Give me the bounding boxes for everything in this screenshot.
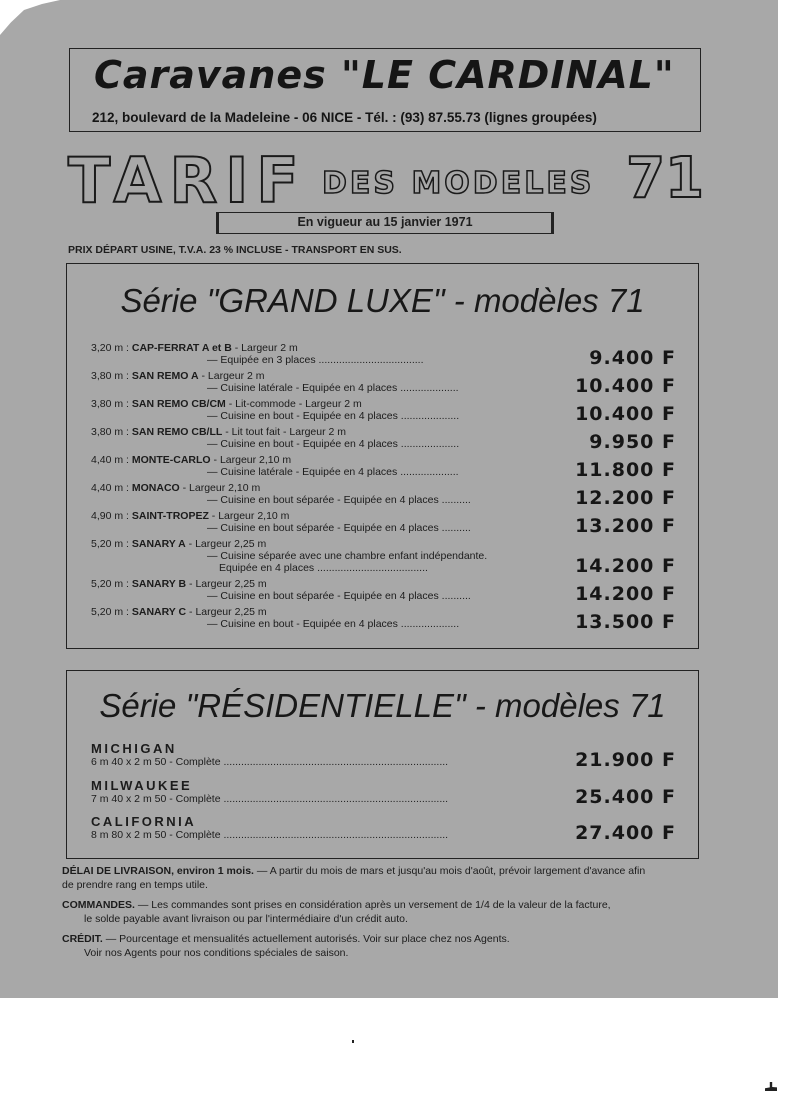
model-row [91,606,676,633]
orders-note [62,898,702,926]
model-equipment: — Cuisine en bout séparée - Equipée en 4 places .......... [207,522,471,534]
model-equipment: — Cuisine latérale - Equipée en 4 places .................... [207,382,459,394]
corner-mark [765,1082,777,1091]
model-size: 4,90 m : [91,510,129,522]
model-name: MONTE-CARLO [131,454,211,466]
model-name: SANARY A [131,538,186,550]
company-address: 212, boulevard de la Madeleine - 06 NICE - Tél. : (93) 87.55.73 (lignes groupées) [92,110,597,125]
model-price: 14.200 F [575,555,676,577]
header-box [69,48,701,132]
model-size: 3,80 m : [91,426,129,438]
model-equipment: — Cuisine en bout - Equipée en 4 places .................... [207,410,460,422]
model-price: 13.500 F [575,611,676,633]
agents-text: Voir nos Agents pour nos conditions spéciales de saison. [84,947,349,959]
model-name: MICHIGAN [91,741,177,756]
model-name: CAP-FERRAT A et B [131,342,232,354]
model-price: 27.400 F [575,822,676,844]
model-size: 5,20 m : [91,578,129,590]
model-spec: 6 m 40 x 2 m 50 - Complète ............................................................................. [91,756,449,768]
model-detail: - Lit-commode - Largeur 2 m [225,398,362,410]
tarif-word: TARIF [68,144,307,217]
grand-luxe-section [66,263,699,649]
model-name: SAN REMO A [131,370,199,382]
model-detail: - Largeur 2 m [231,342,298,354]
model-detail: - Largeur 2 m [198,370,265,382]
credit-label: CRÉDIT. [62,933,103,945]
model-name: SAN REMO CB/LL [131,426,223,438]
model-size: 3,80 m : [91,370,129,382]
residentielle-section [66,670,699,859]
model-size: 3,80 m : [91,398,129,410]
model-row [91,510,676,537]
company-name: Caravanes "LE CARDINAL" [94,53,675,97]
model-detail: - Largeur 2,10 m [208,510,290,522]
model-equipment: — Cuisine latérale - Equipée en 4 places .................... [207,466,459,478]
model-detail: - Largeur 2,25 m [186,606,267,618]
model-name: MONACO [131,482,180,494]
model-price: 11.800 F [575,459,676,481]
model-row [91,538,676,577]
model-price: 25.400 F [575,786,676,808]
model-spec: 7 m 40 x 2 m 50 - Complète ............................................................................. [91,793,449,805]
model-name: SAINT-TROPEZ [131,510,209,522]
model-price: 13.200 F [575,515,676,537]
model-row [91,426,676,453]
delivery-label: DÉLAI DE LIVRAISON, environ 1 mois. [62,865,254,877]
orders-text: — Les commandes sont prises en considération après un versement de 1/4 de la valeur de la facture, [134,899,611,911]
model-price: 21.900 F [575,749,676,771]
model-name: CALIFORNIA [91,814,197,829]
model-row [91,482,676,509]
model-price: 10.400 F [575,403,676,425]
validity-date: En vigueur au 15 janvier 1971 [216,212,554,234]
delivery-text: — A partir du mois de mars et jusqu'au mois d'août, prévoir largement d'avance afin [253,865,646,877]
model-equipment: — Cuisine en bout - Equipée en 4 places .................... [207,438,460,450]
model-price: 10.400 F [575,375,676,397]
model-size: 3,20 m : [91,342,129,354]
speck [352,1040,354,1043]
model-detail: - Largeur 2,10 m [210,454,292,466]
res-model-row [91,814,676,844]
model-name: SANARY C [131,606,187,618]
model-equipment: — Cuisine en bout séparée - Equipée en 4 places .......... [207,494,471,506]
model-row [91,454,676,481]
tarif-year: 71 [626,146,704,211]
model-price: 14.200 F [575,583,676,605]
delivery-text-cont: de prendre rang en temps utile. [62,879,208,891]
folded-corner [0,0,60,50]
tarif-heading [68,144,704,217]
model-detail: - Largeur 2,25 m [185,538,267,550]
model-detail: - Largeur 2,10 m [179,482,261,494]
model-size: 4,40 m : [91,482,129,494]
grand-luxe-title: Série "GRAND LUXE" - modèles 71 [120,282,645,319]
res-model-row [91,778,676,808]
model-row [91,342,676,369]
model-name: MILWAUKEE [91,778,193,793]
model-size: 5,20 m : [91,606,129,618]
orders-text-cont: le solde payable avant livraison ou par l'intermédiaire d'un crédit auto. [84,913,408,925]
credit-note [62,932,702,960]
model-row [91,370,676,397]
model-spec: 8 m 80 x 2 m 50 - Complète ............................................................................. [91,829,449,841]
model-equipment: — Cuisine en bout séparée - Equipée en 4 places .......... [207,590,471,602]
model-row [91,578,676,605]
model-equipment: — Cuisine en bout - Equipée en 4 places .................... [207,618,460,630]
model-equipment-cont: Equipée en 4 places ...................................... [219,562,428,574]
orders-label: COMMANDES. [62,899,135,911]
model-equipment: — Cuisine séparée avec une chambre enfant indépendante. [207,550,488,562]
model-equipment: — Equipée en 3 places .................................... [207,354,424,366]
model-detail: - Lit tout fait - Largeur 2 m [222,426,346,438]
credit-text: — Pourcentage et mensualités actuellement autorisés. Voir sur place chez nos Agents. [102,933,510,945]
price-note: PRIX DÉPART USINE, T.V.A. 23 % INCLUSE - TRANSPORT EN SUS. [68,244,402,256]
model-price: 12.200 F [575,487,676,509]
model-name: SANARY B [131,578,187,590]
residentielle-title: Série "RÉSIDENTIELLE" - modèles 71 [99,687,666,724]
model-price: 9.950 F [589,431,676,453]
model-price: 9.400 F [589,347,676,369]
model-size: 4,40 m : [91,454,129,466]
model-detail: - Largeur 2,25 m [186,578,267,590]
model-size: 5,20 m : [91,538,129,550]
model-name: SAN REMO CB/CM [131,398,226,410]
delivery-note [62,864,702,892]
model-row [91,398,676,425]
tarif-subtitle: DES MODELES [322,166,595,201]
res-model-row [91,741,676,771]
